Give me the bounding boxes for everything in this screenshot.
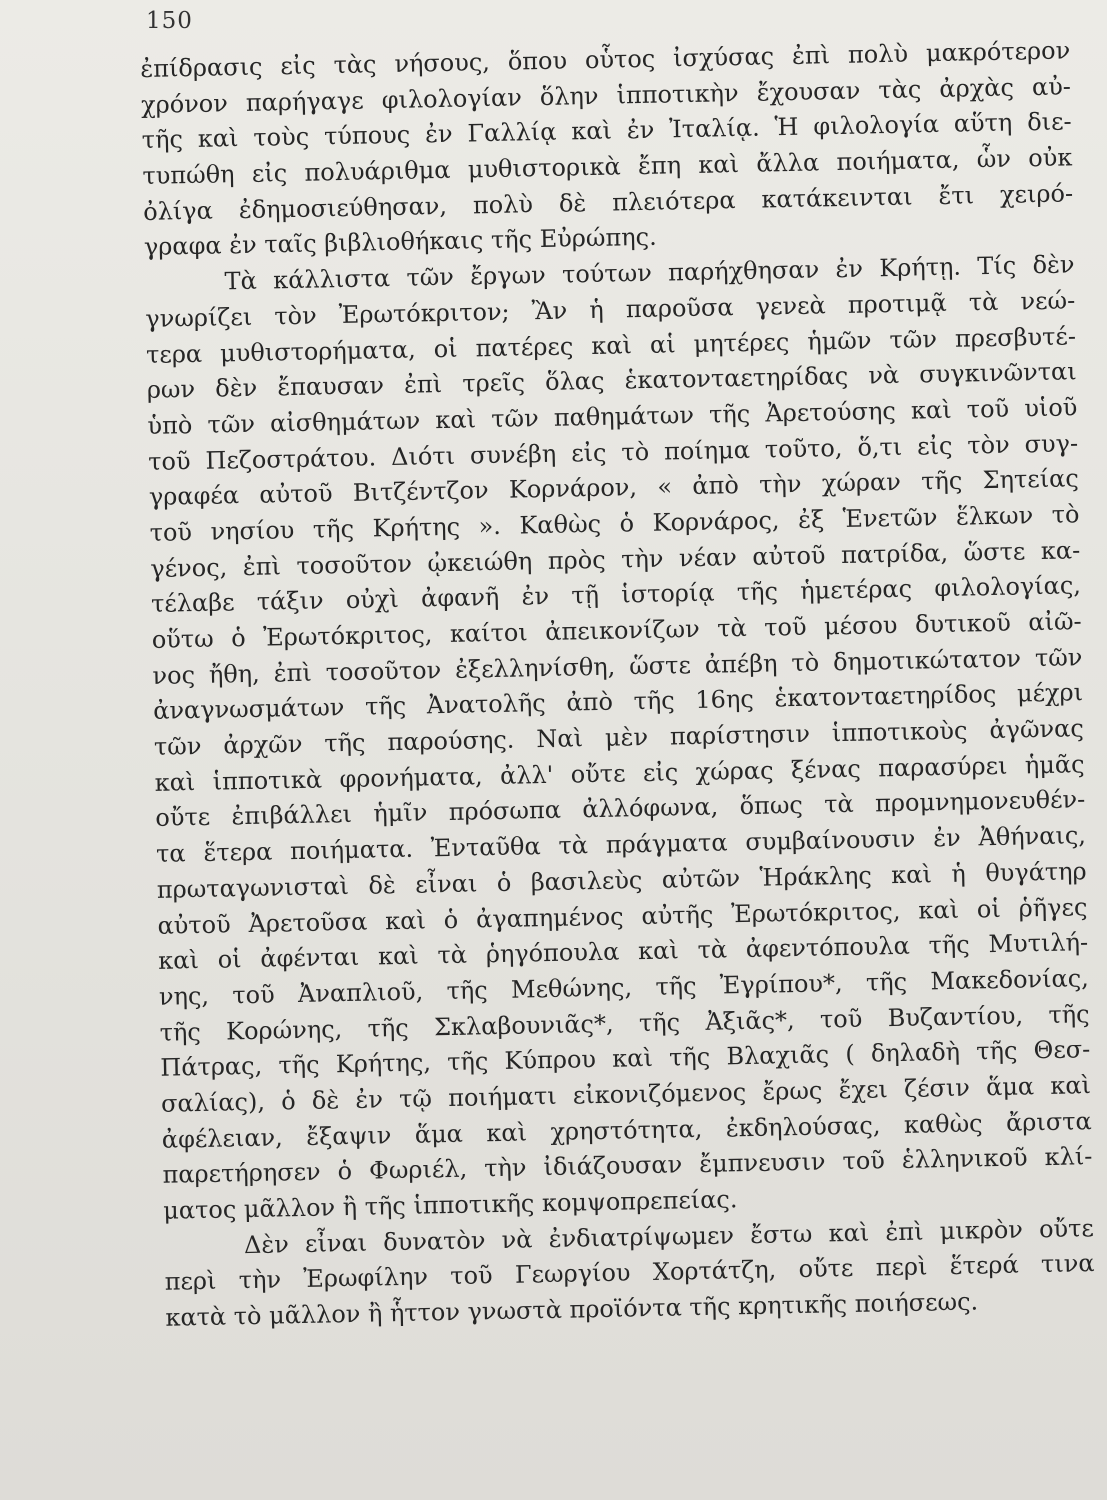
text-line: ἐπίδρασις εἰς τὰς νήσους, ὅπου οὗτος ἰσχύσας ἐπὶ πολὺ μακρότερον xyxy=(140,36,1071,83)
text-line: Πάτρας, τῆς Κρήτης, τῆς Κύπρου καὶ τῆς Βλαχιᾶς ( δηλαδὴ τῆς Θεσ- xyxy=(160,1035,1091,1083)
text-line: τοῦ νησίου τῆς Κρήτης ». Καθὼς ὁ Κορνάρος, ἐξ Ἑνετῶν ἕλκων τὸ xyxy=(149,500,1080,547)
text-line: χρόνον παρήγαγε φιλολογίαν ὅλην ἱπποτικὴν ἔχουσαν τὰς ἀρχὰς αὐ- xyxy=(140,72,1072,119)
text-line: τυπώθη εἰς πολυάριθμα μυθιστορικὰ ἔπη καὶ ἄλλα ποιήματα, ὧν οὐκ xyxy=(142,143,1073,191)
text-line: ἀφέλειαν, ἔξαψιν ἅμα καὶ χρηστότητα, ἐκδηλούσας, καθὼς ἄριστα xyxy=(161,1106,1092,1154)
paragraph-1 xyxy=(140,33,1074,266)
text-line: νος ἤθη, ἐπὶ τοσοῦτον ἐξελληνίσθη, ὥστε ἀπέβη τὸ δημοτικώτατον τῶν xyxy=(152,642,1083,690)
text-line: σαλίας), ὁ δὲ ἐν τῷ ποιήματι εἰκονιζόμενος ἔρως ἔχει ζέσιν ἅμα καὶ xyxy=(160,1071,1092,1118)
text-line: αὐτοῦ Ἀρετοῦσα καὶ ὁ ἀγαπημένος αὐτῆς Ἐρωτόκριτος, καὶ οἱ ῥῆγες xyxy=(157,892,1088,940)
text-line: γένος, ἐπὶ τοσοῦτον ᾠκειώθη πρὸς τὴν νέαν αὐτοῦ πατρίδα, ὥστε κα- xyxy=(150,535,1081,583)
paragraph-3 xyxy=(164,1211,1096,1337)
text-line: παρετήρησεν ὁ Φωριέλ, τὴν ἰδιάζουσαν ἔμπνευσιν τοῦ ἑλληνικοῦ κλί- xyxy=(162,1142,1093,1190)
text-line: τα ἕτερα ποιήματα. Ἐνταῦθα τὰ πράγματα συμβαίνουσιν ἐν Ἀθήναις, xyxy=(155,821,1087,868)
text-line: Δὲν εἶναι δυνατὸν νὰ ἐνδιατρίψωμεν ἔστω καὶ ἐπὶ μικρὸν οὔτε xyxy=(243,1213,1095,1259)
text-line: τῶν ἀρχῶν τῆς παρούσης. Ναὶ μὲν παρίστησιν ἱπποτικοὺς ἀγῶνας xyxy=(153,714,1085,761)
text-line: οὕτω ὁ Ἐρωτόκριτος, καίτοι ἀπεικονίζων τὰ τοῦ μέσου δυτικοῦ αἰῶ- xyxy=(151,607,1082,654)
text-line: τοῦ Πεζοστράτου. Διότι συνέβη εἰς τὸ ποίημα τοῦτο, ὅ,τι εἰς τὸν συγ- xyxy=(147,428,1079,476)
text-line: τερα μυθιστορήματα, οἱ πατέρες καὶ αἱ μητέρες ἡμῶν τῶν πρεσβυτέ- xyxy=(145,321,1077,369)
text-line: καὶ οἱ ἀφένται καὶ τὰ ῥηγόπουλα καὶ τὰ ἀφεντόπουλα τῆς Μυτιλή- xyxy=(157,928,1089,976)
text-line: γραφέα αὐτοῦ Βιτζέντζον Κορνάρον, « ἀπὸ τὴν χώραν τῆς Σητείας xyxy=(148,464,1080,512)
text-line: ὀλίγα ἐδημοσιεύθησαν, πολὺ δὲ πλειότερα κατάκεινται ἔτι χειρό- xyxy=(142,179,1074,226)
text-line: κατὰ τὸ μᾶλλον ἢ ἧττον γνωστὰ προϊόντα τῆς κρητικῆς ποιήσεως. xyxy=(165,1287,979,1332)
text-line: γνωρίζει τὸν Ἐρωτόκριτον; Ἂν ἡ παροῦσα γενεὰ προτιμᾷ τὰ νεώ- xyxy=(145,286,1076,333)
text-line: ματος μᾶλλον ἢ τῆς ἱπποτικῆς κομψοπρεπείας. xyxy=(162,1185,738,1225)
text-line: οὔτε ἐπιβάλλει ἡμῖν πρόσωπα ἀλλόφωνα, ὅπως τὰ προμνημονευθέν- xyxy=(155,785,1086,833)
text-line: ἀναγνωσμάτων τῆς Ἀνατολῆς ἀπὸ τῆς 16ης ἑκατονταετηρίδος μέχρι xyxy=(152,678,1084,726)
text-line: ρων δὲν ἔπαυσαν ἐπὶ τρεῖς ὅλας ἑκατονταετηρίδας νὰ συγκινῶνται xyxy=(146,357,1077,405)
paragraph-2 xyxy=(144,247,1093,1229)
text-line: τέλαβε τάξιν οὐχὶ ἀφανῆ ἐν τῇ ἱστορίᾳ τῆς ἡμετέρας φιλολογίας, xyxy=(150,571,1082,619)
text-line: τῆς καὶ τοὺς τύπους ἐν Γαλλίᾳ καὶ ἐν Ἰταλίᾳ. Ἡ φιλολογία αὕτη διε- xyxy=(141,107,1072,155)
text-line: γραφα ἐν ταῖς βιβλιοθήκαις τῆς Εὐρώπης. xyxy=(143,223,657,262)
text-line: ὑπὸ τῶν αἰσθημάτων καὶ τῶν παθημάτων τῆς Ἀρετούσης καὶ τοῦ υἱοῦ xyxy=(147,393,1078,440)
text-line: πρωταγωνισταὶ δὲ εἶναι ὁ βασιλεὺς αὐτῶν Ἡράκλης καὶ ἡ θυγάτηρ xyxy=(156,856,1087,904)
text-line: καὶ ἱπποτικὰ φρονήματα, ἀλλ' οὔτε εἰς χώρας ξένας παρασύρει ἡμᾶς xyxy=(154,749,1085,797)
page-number: 150 xyxy=(146,8,193,34)
text-line: τῆς Κορώνης, τῆς Σκλαβουνιᾶς*, τῆς Ἀξιᾶς*, τοῦ Βυζαντίου, τῆς xyxy=(159,999,1090,1047)
text-line: περὶ τὴν Ἐρωφίλην τοῦ Γεωργίου Χορτάτζη, οὔτε περὶ ἕτερά τινα xyxy=(164,1249,1095,1297)
text-line: νης, τοῦ Ἀναπλιοῦ, τῆς Μεθώνης, τῆς Ἐγρίπου*, τῆς Μακεδονίας, xyxy=(158,964,1090,1011)
body-text xyxy=(140,33,1096,1336)
text-line: Τὰ κάλλιστα τῶν ἔργων τούτων παρήχθησαν ἐν Κρήτῃ. Τίς δὲν xyxy=(224,250,1075,296)
